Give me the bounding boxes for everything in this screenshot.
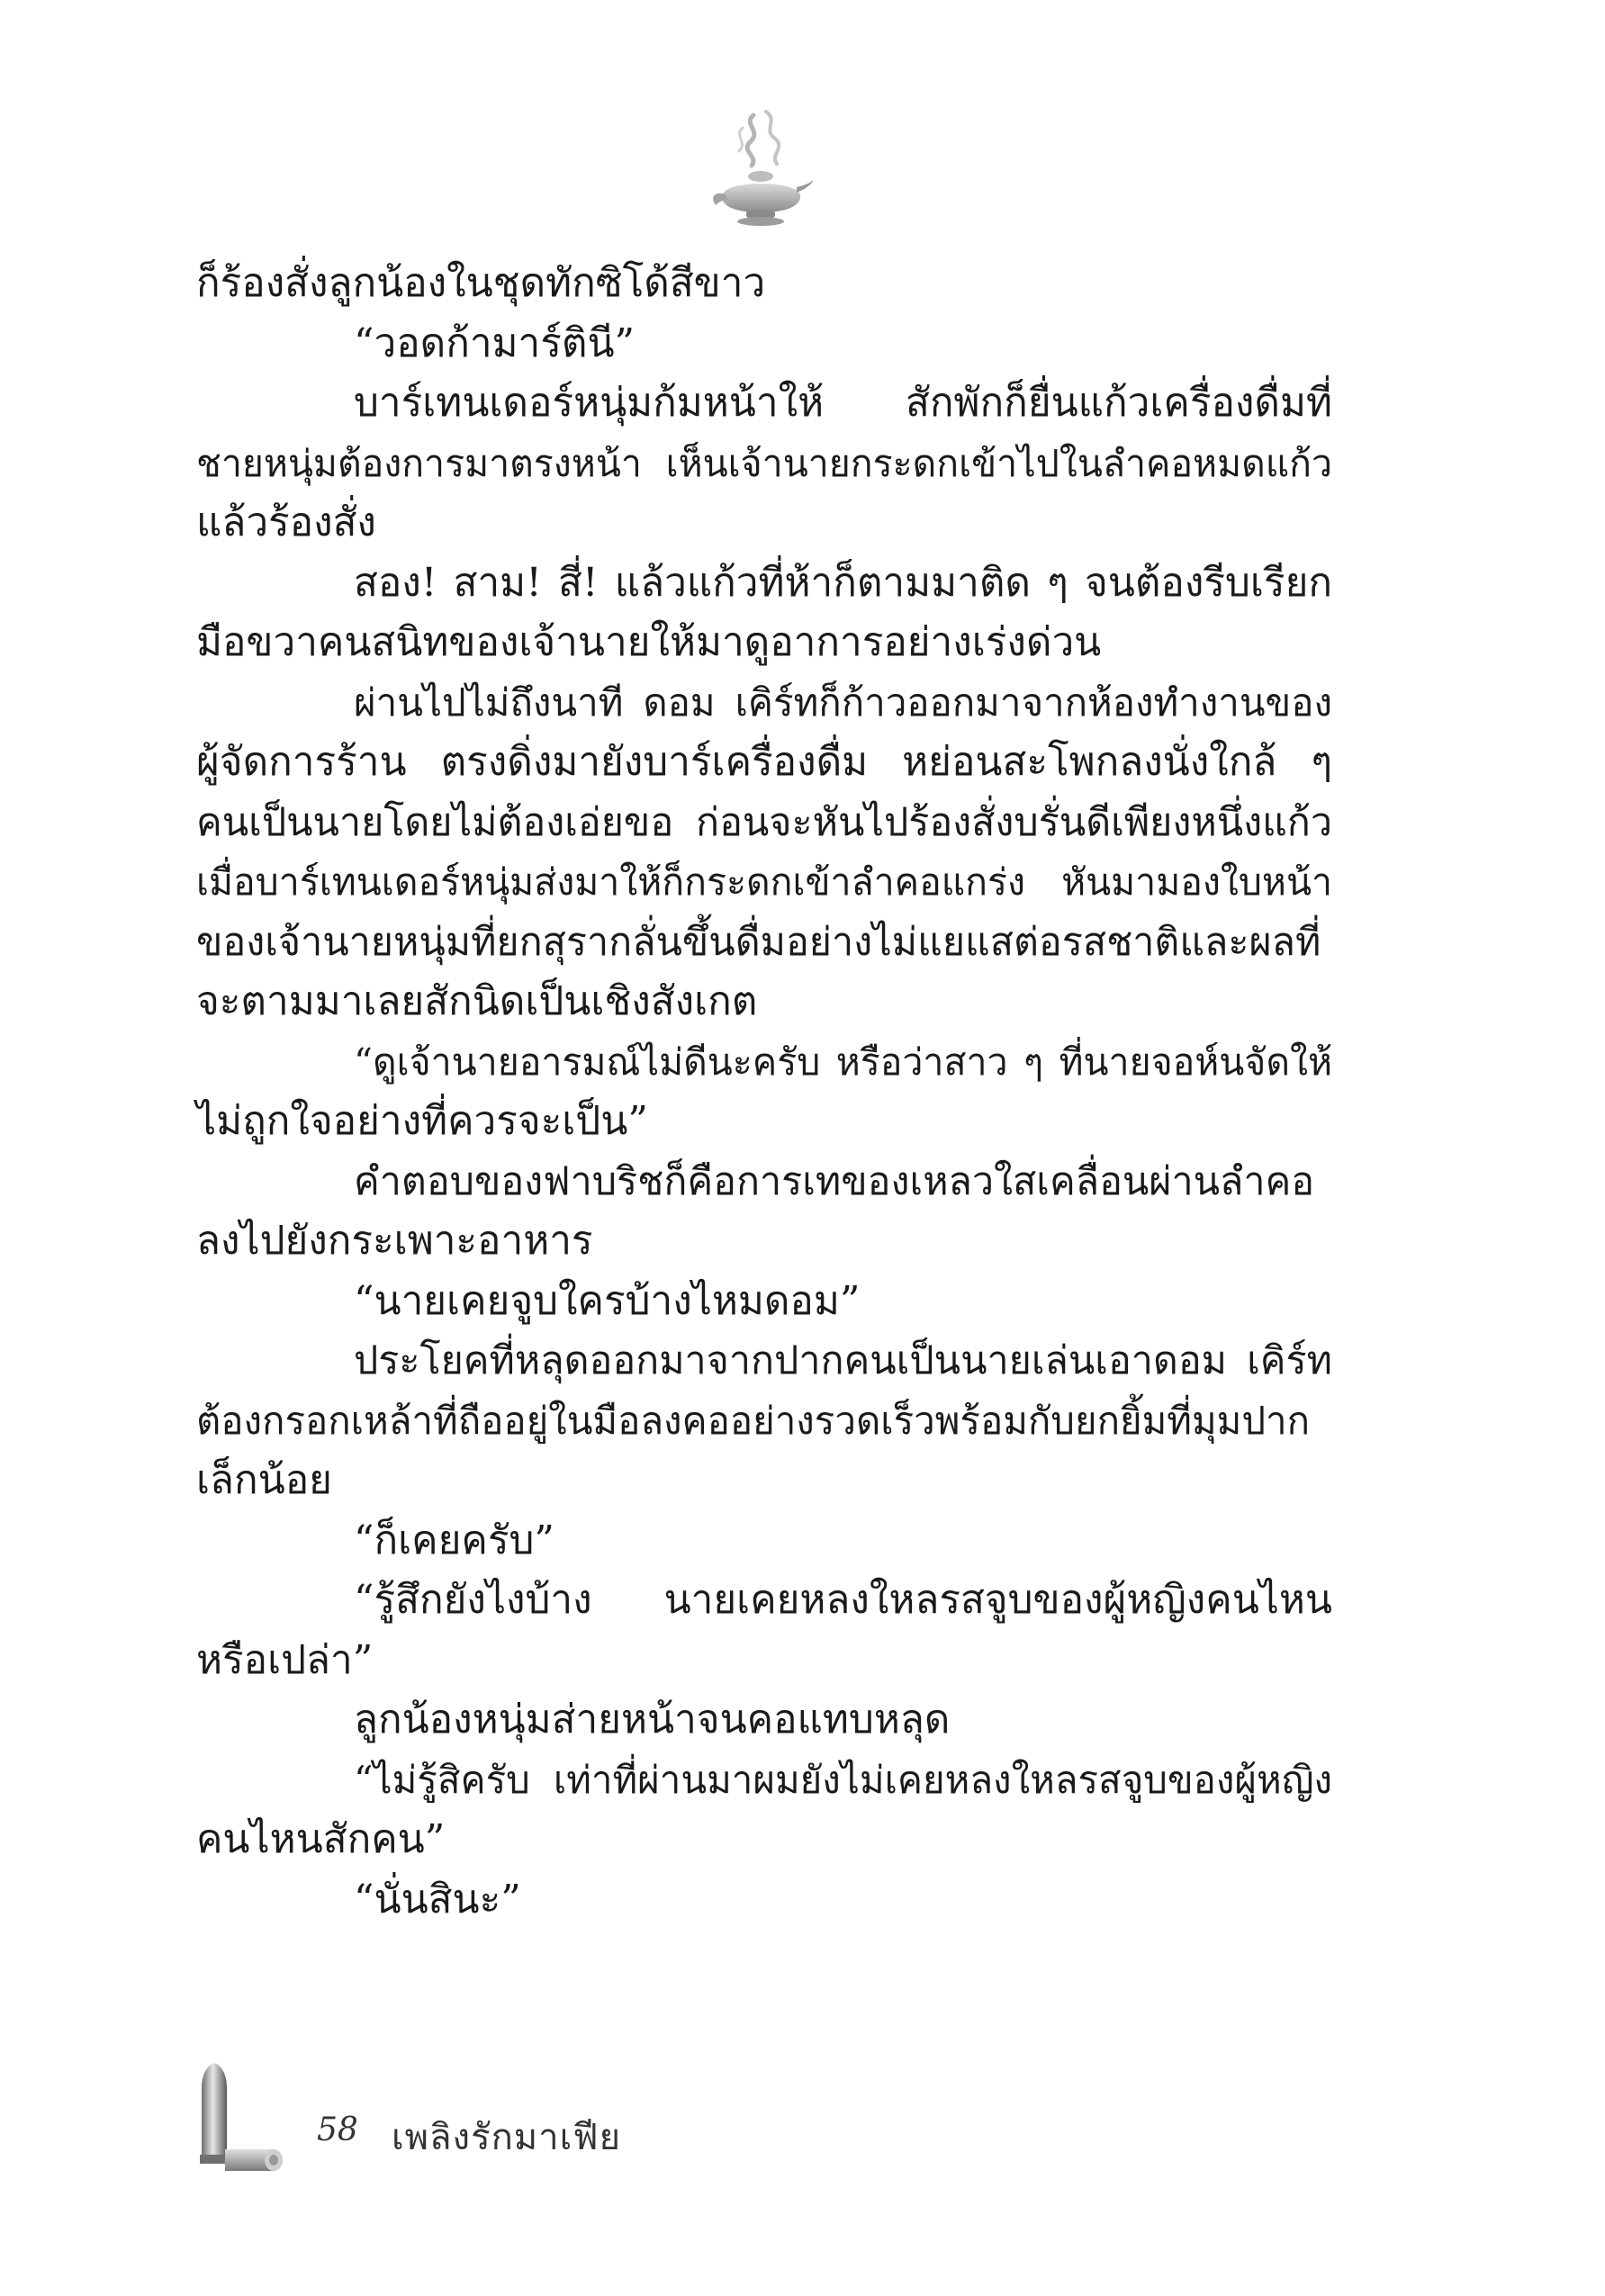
text-line: จะตามมาเลยสักนิดเป็นเชิงสังเกต <box>196 978 758 1024</box>
book-title: เพลิงรักมาเฟีย <box>392 2117 622 2158</box>
text-line: แล้วร้องสั่ง <box>196 500 376 545</box>
text-line: บาร์เทนเดอร์หนุ่มก้มหน้าให้ สักพักก็ยื่นแก้วเครื่องดื่มที่ <box>354 380 1332 426</box>
text-line: คนเป็นนายโดยไม่ต้องเอ่ยขอ ก่อนจะหันไปร้องสั่งบรั่นดีเพียงหนึ่งแก้ว <box>196 799 1332 845</box>
page-number: 58 <box>317 2111 358 2148</box>
body-text <box>196 254 1332 1930</box>
text-line: ผ่านไปไม่ถึงนาที ดอม เคิร์ทก็ก้าวออกมาจากห้องทำงานของ <box>354 680 1332 725</box>
text-line: ชายหนุ่มต้องการมาตรงหน้า เห็นเจ้านายกระดกเข้าไปในลำคอหมดแก้ว <box>196 441 1332 485</box>
text-line: เล็กน้อย <box>196 1457 332 1503</box>
text-line: คนไหนสักคน” <box>196 1816 446 1862</box>
text-line: “นั่นสินะ” <box>354 1876 521 1922</box>
text-line: ของเจ้านายหนุ่มที่ยกสุรากลั่นขึ้นดื่มอย่างไม่แยแสต่อรสชาติและผลที่ <box>196 919 1321 965</box>
text-line: “นายเคยจูบใครบ้างไหมดอม” <box>354 1277 861 1324</box>
text-line: คำตอบของฟาบริชก็คือการเทของเหลวใสเคลื่อนผ่านลำคอ <box>354 1158 1315 1204</box>
text-line: “ไม่รู้สิครับ เท่าที่ผ่านมาผมยังไม่เคยหลงใหลรสจูบของผู้หญิง <box>354 1757 1332 1802</box>
text-line: ลงไปยังกระเพาะอาหาร <box>196 1218 593 1264</box>
text-line: “ก็เคยครับ” <box>354 1517 555 1563</box>
text-line: สอง! สาม! สี่! แล้วแก้วที่ห้าก็ตามมาติด ๆ จนต้องรีบเรียก <box>354 559 1332 606</box>
text-line: มือขวาคนสนิทของเจ้านายให้มาดูอาการอย่างเร่งด่วน <box>196 619 1102 665</box>
text-line: ก็ร้องสั่งลูกน้องในชุดทักซิโด้สีขาว <box>196 260 766 306</box>
magic-lamp-icon <box>707 108 815 234</box>
text-line: ประโยคที่หลุดออกมาจากปากคนเป็นนายเล่นเอาดอม เคิร์ท <box>354 1338 1332 1383</box>
text-line: ผู้จัดการร้าน ตรงดิ่งมายังบาร์เครื่องดื่ม หย่อนสะโพกลงนั่งใกล้ ๆ <box>196 739 1332 785</box>
bullet-icon <box>189 2061 297 2178</box>
text-line: ต้องกรอกเหล้าที่ถืออยู่ในมือลงคออย่างรวดเร็วพร้อมกับยกยิ้มที่มุมปาก <box>196 1398 1311 1443</box>
text-line: “รู้สึกยังไงบ้าง นายเคยหลงใหลรสจูบของผู้หญิงคนไหน <box>354 1577 1332 1623</box>
text-line: เมื่อบาร์เทนเดอร์หนุ่มส่งมาให้ก็กระดกเข้าลำคอแกร่ง หันมามองใบหน้า <box>196 860 1332 904</box>
text-line: “วอดก้ามาร์ตินี” <box>354 320 636 366</box>
text-line: “ดูเจ้านายอารมณ์ไม่ดีนะครับ หรือว่าสาว ๆ ที่นายจอห์นจัดให้ <box>354 1040 1332 1084</box>
text-line: ลูกน้องหนุ่มส่ายหน้าจนคอแทบหลุด <box>354 1697 951 1742</box>
text-line: ไม่ถูกใจอย่างที่ควรจะเป็น” <box>196 1098 648 1144</box>
text-line: หรือเปล่า” <box>196 1636 374 1683</box>
page-footer <box>189 2061 729 2178</box>
